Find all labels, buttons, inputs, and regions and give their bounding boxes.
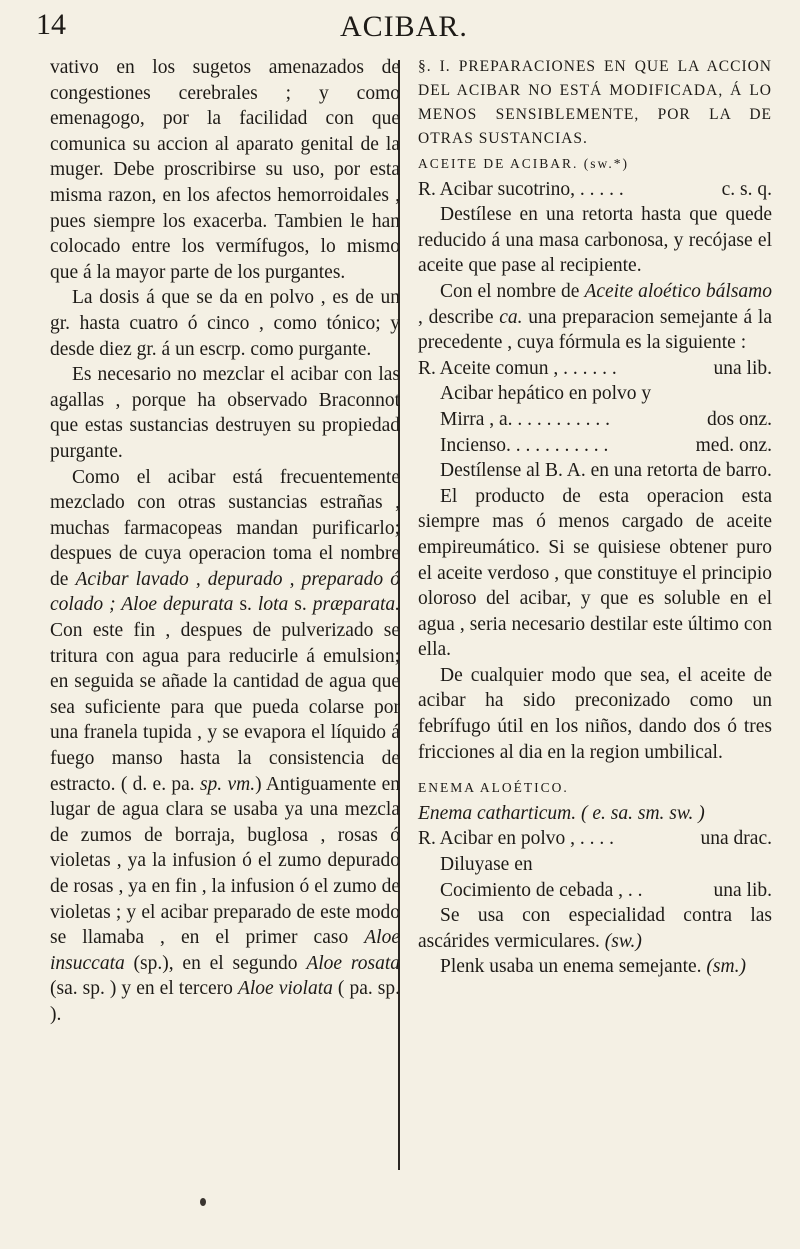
paragraph: Destílese en una retorta hasta que quede reducido á una masa carbonosa, y recójase el aceite que pase al recipiente. [418,204,772,277]
ink-mark [200,1198,206,1206]
paragraph: De cualquier modo que sea, el aceite de acibar ha sido preconizado como un febrífugo útil en los niños, dando dos ó tres fricciones al dia en la region umbilical. [418,664,772,763]
paragraph: Destílense al B. A. en una retorta de barro. [440,460,772,482]
paragraph: Se usa con especialidad contra las ascárides vermiculares. (sw.) [418,905,772,952]
right-column [418,55,772,980]
running-head: ACIBAR. [340,10,468,43]
recipe-line: Cocimiento de cebada , . . una lib. [440,879,772,901]
paragraph: vativo en los sugetos amenazados de congestiones cerebrales ; y como emenagogo, por la facilidad con que comunica su accion al aparato genital de la muger. Debe proscribirse su uso, por esta misma razon, en los afectos hemorroidales , pues siempre los exacerba. Tambien le han colocado entre los vermífugos, lo mismo que á la mayor parte de los purgantes. [50,57,400,283]
paragraph: Es necesario no mezclar el acibar con las agallas , porque ha observado Braconnot que estas sustancias destruyen su propiedad purgante. [50,364,400,462]
recipe-line: Mirra , a. . . . . . . . . . . dos onz. [440,408,772,430]
paragraph: Como el acibar está frecuentemente mezclado con otras sustancias estrañas , muchas farmacopeas mandan purificarlo; despues de cuya operacion toma el nombre de Acibar lavado , depurado , preparado ó colado ; Aloe depurata s. lota s. præparata. Con este fin , despues de pulverizado se tritura con agua para reducirle á emulsion; en seguida se añade la cantidad de agua que sea suficiente para que pueda colarse por una franela tupida , y se evapora el líquido á fuego manso hasta la consistencia de estracto. ( d. e. pa. sp. vm.) Antiguamente en lugar de agua clara se usaba ya una mezcla de zumos de borraja, buglosa , rosas ó violetas , ya la infusion ó el zumo depurado de rosas , ya en fin , la infusion ó el zumo de violetas ; y el acibar preparado de este modo se llamaba , en el primer caso Aloe insuccata (sp.), en el segundo Aloe rosata (sa. sp. ) y en el tercero Aloe violata ( pa. sp. ). [50,466,401,1025]
subheading-enema: ENEMA ALOÉTICO. [418,780,569,796]
left-column [50,55,400,1028]
page-number: 14 [36,8,66,41]
paragraph: Plenk usaba un enema semejante. (sm.) [440,956,746,978]
recipe-line: R. Acibar sucotrino, . . . . . c. s. q. [418,178,772,200]
section-heading: §. I. PREPARACIONES EN QUE LA ACCION DEL ACIBAR NO ESTÁ MODIFICADA, Á LO MENOS SENSIBLEMENTE, POR LA DE OTRAS SUSTANCIAS. [418,58,772,147]
paragraph: La dosis á que se da en polvo , es de un gr. hasta cuatro ó cinco , como tónico; y desde diez gr. á un escrp. como purgante. [50,287,400,360]
recipe-line: R. Acibar en polvo , . . . . una drac. [418,828,772,850]
recipe-line: R. Aceite comun , . . . . . . una lib. [418,357,772,379]
enema-title: Enema catharticum. ( e. sa. sm. sw. ) [418,802,705,824]
paragraph: El producto de esta operacion esta siempre mas ó menos cargado de aceite empireumático. Si se quisiese obtener puro el aceite verdoso , que constituye el principio oloroso del acibar, y que es soluble en el agua , seria necesario destilar este último con ella. [418,485,772,661]
subheading-aceite: ACEITE DE ACIBAR. (sw.*) [418,156,629,171]
paragraph: Con el nombre de Aceite aloético bálsamo , describe ca. una preparacion semejante á la precedente , cuya fórmula es la siguiente : [418,280,773,354]
recipe-line: Acibar hepático en polvo y [440,383,652,405]
recipe-line: Diluyase en [440,854,533,876]
recipe-line: Incienso. . . . . . . . . . . med. onz. [440,434,772,456]
